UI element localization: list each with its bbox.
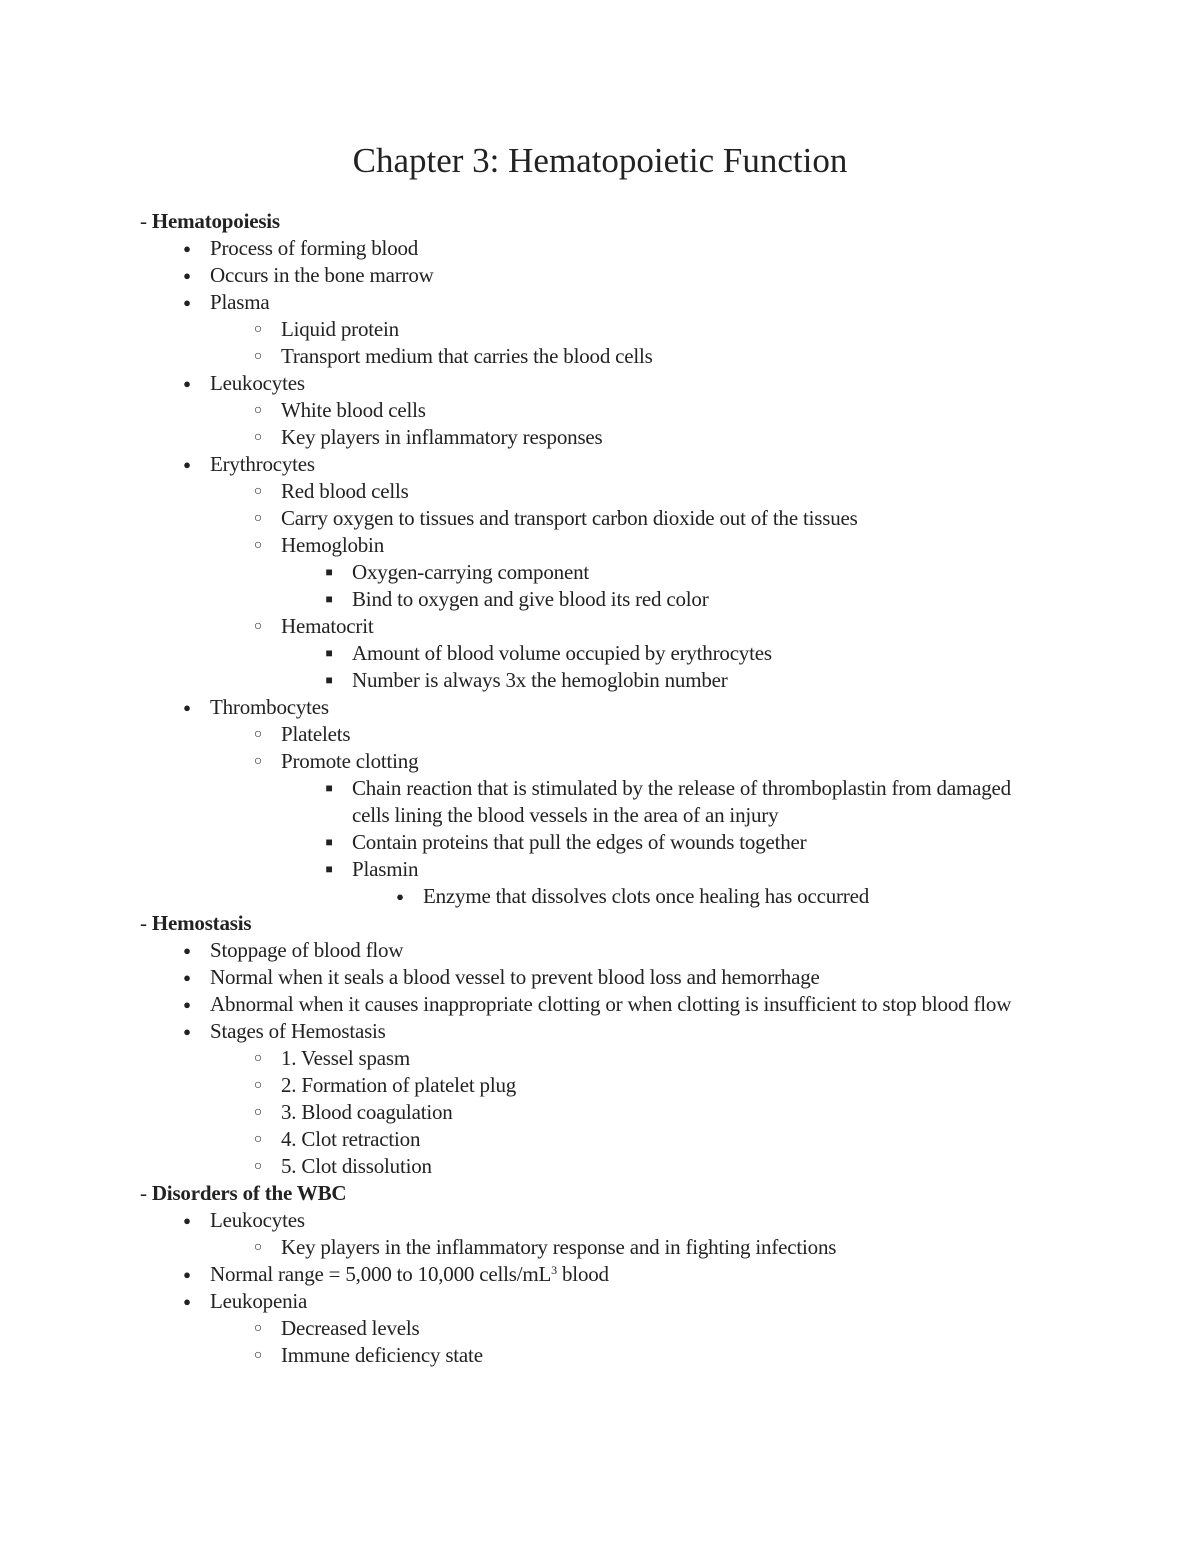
list-item	[140, 1099, 1040, 1126]
filled-bullet-icon: ●	[183, 997, 191, 1012]
list-item-text: 5. Clot dissolution	[281, 1154, 432, 1178]
list-item	[140, 964, 1040, 991]
hollow-bullet-icon: ○	[253, 754, 263, 769]
hollow-bullet-icon: ○	[253, 1348, 263, 1363]
hollow-bullet-icon: ○	[253, 403, 263, 418]
list-item	[140, 235, 1040, 262]
filled-bullet-icon: ●	[183, 457, 191, 472]
square-bullet-icon: ■	[325, 835, 333, 849]
list-item-text: Chain reaction that is stimulated by the release of thromboplastin from damaged cells lining the blood vessels in the area of an injury	[352, 776, 1011, 827]
list-item	[140, 424, 1040, 451]
bullet-list-level-1	[140, 937, 1040, 1180]
nested-list-container	[140, 478, 1040, 694]
list-item	[140, 991, 1040, 1018]
list-item-text-suffix: blood	[556, 1262, 609, 1286]
list-item	[140, 1207, 1040, 1234]
hollow-bullet-icon: ○	[253, 1051, 263, 1066]
list-item	[140, 1072, 1040, 1099]
list-item-text: 4. Clot retraction	[281, 1127, 421, 1151]
nested-list-container	[140, 721, 1040, 910]
hollow-bullet-icon: ○	[253, 349, 263, 364]
nested-list-container	[140, 775, 1040, 910]
list-item	[140, 748, 1040, 775]
nested-list-container	[140, 316, 1040, 370]
hollow-bullet-icon: ○	[253, 538, 263, 553]
list-item-text: Occurs in the bone marrow	[210, 263, 434, 287]
square-bullet-icon: ■	[325, 673, 333, 687]
list-item	[140, 1045, 1040, 1072]
list-item-text: 2. Formation of platelet plug	[281, 1073, 517, 1097]
square-bullet-icon: ■	[325, 646, 333, 660]
filled-bullet-icon: ●	[183, 1024, 191, 1039]
list-item	[140, 532, 1040, 559]
filled-bullet-icon: ●	[183, 241, 191, 256]
list-item	[140, 397, 1040, 424]
filled-bullet-icon: ●	[183, 970, 191, 985]
filled-bullet-icon: ●	[183, 295, 191, 310]
bullet-list-level-2	[140, 1045, 1040, 1180]
hollow-bullet-icon: ○	[253, 1078, 263, 1093]
list-item	[140, 1153, 1040, 1180]
bullet-list-level-3	[140, 640, 1040, 694]
bullet-list-level-4	[140, 883, 1040, 910]
list-item	[140, 613, 1040, 640]
dash-marker: -	[140, 209, 152, 233]
bullet-list-level-1	[140, 1207, 1040, 1369]
filled-bullet-icon: ●	[183, 1294, 191, 1309]
list-item-text: Carry oxygen to tissues and transport carbon dioxide out of the tissues	[281, 506, 858, 530]
filled-bullet-icon: ●	[183, 376, 191, 391]
list-item-text: Red blood cells	[281, 479, 409, 503]
nested-list-container	[140, 1315, 1040, 1369]
bullet-list-level-3	[140, 775, 1040, 910]
section	[140, 208, 1040, 910]
filled-bullet-icon: ●	[183, 268, 191, 283]
list-item	[140, 856, 1040, 883]
list-item-text: 3. Blood coagulation	[281, 1100, 453, 1124]
filled-bullet-icon: ●	[183, 943, 191, 958]
section	[140, 1180, 1040, 1369]
list-item-text: Stages of Hemostasis	[210, 1019, 386, 1043]
list-item-text: Transport medium that carries the blood cells	[281, 344, 653, 368]
list-item-text: Amount of blood volume occupied by erythrocytes	[352, 641, 772, 665]
section-heading	[140, 1180, 1040, 1207]
nested-list-container	[140, 640, 1040, 694]
list-item-text: Hemoglobin	[281, 533, 384, 557]
list-item-text: Key players in the inflammatory response and in fighting infections	[281, 1235, 837, 1259]
bullet-list-level-2	[140, 478, 1040, 694]
hollow-bullet-icon: ○	[253, 1132, 263, 1147]
bullet-list-level-2	[140, 1234, 1040, 1261]
list-item-text: Leukopenia	[210, 1289, 308, 1313]
list-item	[140, 721, 1040, 748]
nested-list-container	[140, 559, 1040, 613]
list-item	[140, 586, 1040, 613]
list-item	[140, 1261, 1040, 1288]
hollow-bullet-icon: ○	[253, 619, 263, 634]
page-title: Chapter 3: Hematopoietic Function	[352, 141, 848, 180]
square-bullet-icon: ■	[325, 565, 333, 579]
bullet-list-level-2	[140, 397, 1040, 451]
list-item	[140, 1234, 1040, 1261]
section-heading-text: Disorders of the WBC	[151, 1181, 347, 1205]
list-item-text: Process of forming blood	[210, 236, 419, 260]
filled-bullet-icon: ●	[183, 700, 191, 715]
list-item-text: Erythrocytes	[210, 452, 315, 476]
bullet-list-level-2	[140, 1315, 1040, 1369]
list-item	[140, 937, 1040, 964]
list-item	[140, 829, 1040, 856]
document-body	[140, 208, 1040, 1369]
nested-list-container	[140, 397, 1040, 451]
list-item	[140, 640, 1040, 667]
dash-marker: -	[140, 1181, 152, 1205]
list-item	[140, 559, 1040, 586]
list-item	[140, 1018, 1040, 1045]
list-item-text: Abnormal when it causes inappropriate clotting or when clotting is insufficient to stop blood flow	[210, 992, 1012, 1016]
list-item-text: 1. Vessel spasm	[281, 1046, 411, 1070]
section-heading-text: Hemostasis	[151, 911, 252, 935]
section-heading-text: Hematopoiesis	[151, 209, 280, 233]
list-item-text: Decreased levels	[281, 1316, 420, 1340]
list-item	[140, 289, 1040, 316]
list-item-text: Normal when it seals a blood vessel to prevent blood loss and hemorrhage	[210, 965, 820, 989]
square-bullet-icon: ■	[325, 862, 333, 876]
list-item-text: Leukocytes	[210, 1208, 305, 1232]
list-item	[140, 478, 1040, 505]
list-item	[140, 694, 1040, 721]
hollow-bullet-icon: ○	[253, 1159, 263, 1174]
list-item-text: Contain proteins that pull the edges of wounds together	[352, 830, 807, 854]
bullet-list-level-3	[140, 559, 1040, 613]
nested-list-container	[140, 883, 1040, 910]
dash-marker: -	[140, 911, 152, 935]
square-bullet-icon: ■	[325, 592, 333, 606]
section	[140, 910, 1040, 1180]
list-item-text: Bind to oxygen and give blood its red color	[352, 587, 709, 611]
hollow-bullet-icon: ○	[253, 511, 263, 526]
list-item	[140, 775, 1040, 829]
hollow-bullet-icon: ○	[253, 1105, 263, 1120]
list-item-text: Plasmin	[352, 857, 419, 881]
section-heading	[140, 208, 1040, 235]
bullet-list-level-2	[140, 316, 1040, 370]
square-bullet-icon: ■	[325, 781, 333, 795]
filled-bullet-icon: ●	[396, 889, 404, 904]
list-item	[140, 451, 1040, 478]
nested-list-container	[140, 1045, 1040, 1180]
list-item	[140, 883, 1040, 910]
hollow-bullet-icon: ○	[253, 1240, 263, 1255]
list-item-text: Enzyme that dissolves clots once healing has occurred	[423, 884, 870, 908]
list-item-text: Leukocytes	[210, 371, 305, 395]
list-item-text: Number is always 3x the hemoglobin number	[352, 668, 728, 692]
list-item-text: Immune deficiency state	[281, 1343, 483, 1367]
list-item	[140, 316, 1040, 343]
list-item	[140, 1315, 1040, 1342]
hollow-bullet-icon: ○	[253, 484, 263, 499]
hollow-bullet-icon: ○	[253, 1321, 263, 1336]
list-item-text: Liquid protein	[281, 317, 399, 341]
list-item	[140, 262, 1040, 289]
list-item	[140, 370, 1040, 397]
list-item-text: Platelets	[281, 722, 351, 746]
filled-bullet-icon: ●	[183, 1267, 191, 1282]
list-item-text: Promote clotting	[281, 749, 419, 773]
list-item	[140, 1342, 1040, 1369]
filled-bullet-icon: ●	[183, 1213, 191, 1228]
list-item-text: Key players in inflammatory responses	[281, 425, 603, 449]
list-item-text: Stoppage of blood flow	[210, 938, 404, 962]
bullet-list-level-2	[140, 721, 1040, 910]
list-item-text: Normal range = 5,000 to 10,000 cells/mL	[210, 1262, 552, 1286]
list-item	[140, 1126, 1040, 1153]
hollow-bullet-icon: ○	[253, 430, 263, 445]
list-item-text: Oxygen-carrying component	[352, 560, 590, 584]
list-item	[140, 667, 1040, 694]
list-item-text: Hematocrit	[281, 614, 374, 638]
list-item	[140, 343, 1040, 370]
list-item-text: Thrombocytes	[210, 695, 329, 719]
hollow-bullet-icon: ○	[253, 727, 263, 742]
list-item-text: White blood cells	[281, 398, 426, 422]
nested-list-container	[140, 1234, 1040, 1261]
list-item-text: Plasma	[210, 290, 270, 314]
list-item	[140, 505, 1040, 532]
section-heading	[140, 910, 1040, 937]
list-item	[140, 1288, 1040, 1315]
superscript: 3	[551, 1263, 557, 1277]
hollow-bullet-icon: ○	[253, 322, 263, 337]
bullet-list-level-1	[140, 235, 1040, 910]
